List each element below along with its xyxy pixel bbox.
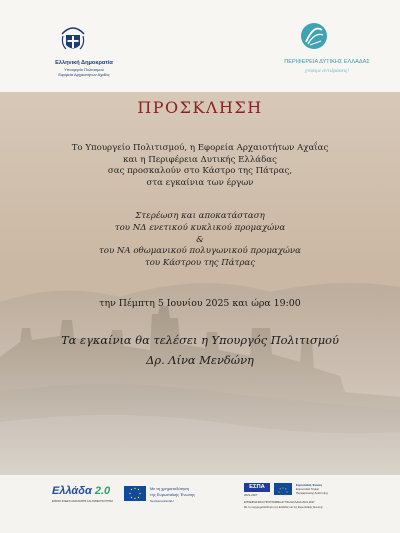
works-line: Στερέωση και αποκατάσταση [135,211,265,221]
intro-line: σας προσκαλούν στο Κάστρο της Πάτρας, [107,166,293,177]
erdf-line: Ευρωπαϊκό Ταμείο [296,487,319,491]
dedication-line: Τα εγκαίνια θα τελέσει η Υπουργός Πολιτισμού [61,333,339,347]
espa-period: 2021-2027 [244,493,258,497]
works-line: & [196,234,204,245]
works-description [20,211,380,270]
program-line: ΕΠΙΧΕΙΡΗΣΙΑΚΟ ΠΡΟΓΡΑΜΜΑ ΔΥΤΙΚΗ ΕΛΛΑΔΑ 2021-2027 [244,501,315,504]
cofunding-line: Με τη συγχρηματοδότηση της Ελλάδας και της Ευρωπαϊκής Ένωσης [244,506,323,509]
intro-line: Το Υπουργείο Πολιτισμού, η Εφορεία Αρχαιοτήτων Αχαΐας [71,143,329,153]
works-line: του ΝΑ οθωμανικού πολυγωνικού προμαχώνα [99,246,301,257]
works-line: του Κάστρου της Πάτρας [144,258,256,269]
ministry-name: Υπουργείο Πολιτισμού [64,67,104,72]
minister-name: Δρ. Λίνα Μενδώνη [146,353,254,367]
eu-funding-line: της Ευρωπαϊκής Ένωσης [150,492,196,497]
ellada-text: Ελλάδα [52,485,92,497]
region-motto: χτίσαμε αντιδράσεις! [304,68,350,74]
ellada-subtitle: ΕΘΝΙΚΟ ΣΧΕΔΙΟ ΑΝΑΚΑΜΨΗΣ ΚΑΙ ΑΝΘΕΚΤΙΚΟΤΗΤΑΣ [52,500,113,503]
region-name: ΠΕΡΙΦΕΡΕΙΑ ΔΥΤΙΚΗΣ ΕΛΛΑΔΑΣ [284,59,370,65]
greek-coat-of-arms-icon [60,26,86,54]
intro-text [20,143,380,189]
ephorate-name: Εφορεία Αρχαιοτήτων Αχαΐας [58,72,110,77]
intro-line: στα εγκαίνια των έργων [146,177,254,188]
eu-flag-icon [274,483,292,495]
region-logo-icon [300,22,328,50]
works-line: του ΝΔ ενετικού κυκλικού προμαχώνα [114,222,286,233]
event-date: την Πέμπτη 5 Ιουνίου 2025 και ώρα 19:00 [99,298,301,309]
invitation-title: ΠΡΟΣΚΛΗΣΗ [137,98,263,117]
ellada-2-0-logo [52,485,110,497]
eu-union-line: Ευρωπαϊκή Ένωση [296,483,323,487]
eu-flag-icon [124,486,146,501]
next-gen-eu: NextGenerationEU [150,499,174,503]
funding-footer [0,475,400,533]
intro-line: και η Περιφέρεια Δυτικής Ελλάδας [123,154,277,165]
gov-name: Ελληνική Δημοκρατία [55,60,113,66]
ellada-version: 2.0 [94,485,111,497]
erdf-line: Περιφερειακής Ανάπτυξης [296,491,329,495]
espa-logo: ΕΣΠΑ [244,483,270,492]
eu-funding-line: Με τη χρηματοδότηση [150,486,189,491]
